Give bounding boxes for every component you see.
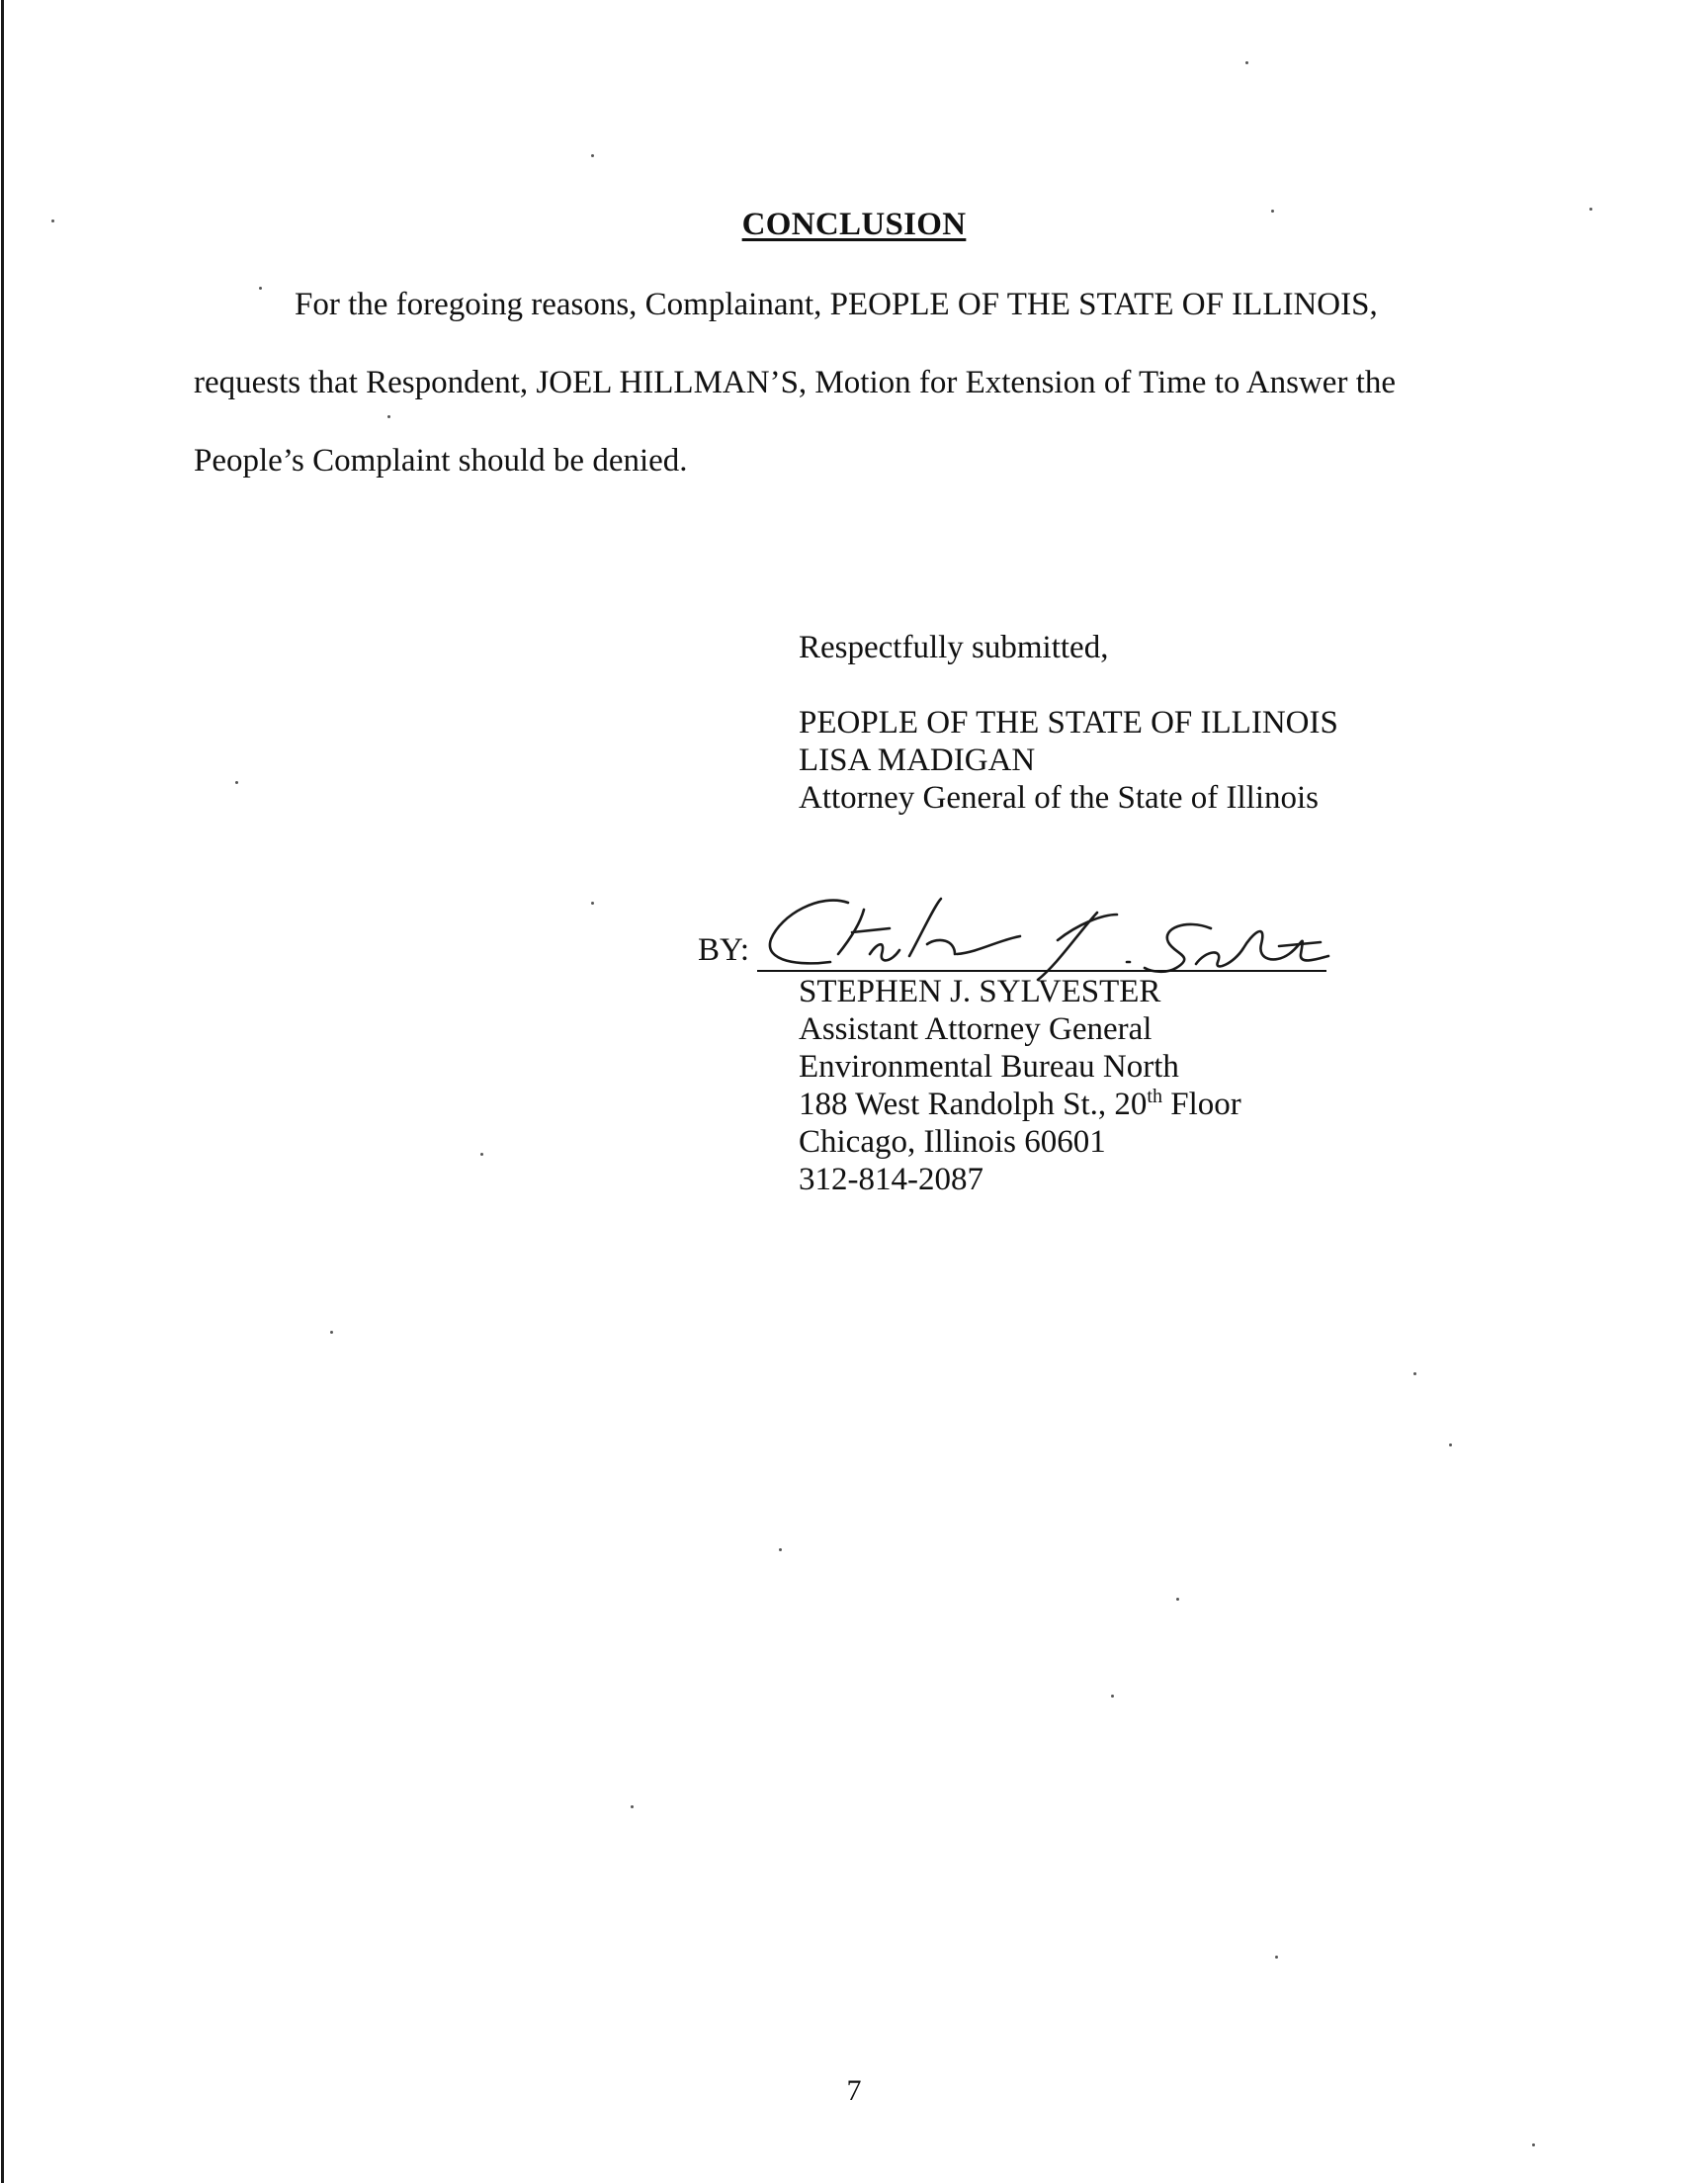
- scan-speck: [235, 781, 238, 784]
- scan-speck: [1176, 1598, 1179, 1601]
- paragraph-line-3: People’s Complaint should be denied.: [194, 443, 688, 479]
- by-label: BY:: [698, 932, 749, 968]
- closing-salutation: Respectfully submitted,: [799, 630, 1109, 665]
- signer-city: Chicago, Illinois 60601: [799, 1124, 1106, 1160]
- scan-speck: [51, 219, 54, 222]
- page-number: 7: [846, 2074, 862, 2107]
- organization-name: PEOPLE OF THE STATE OF ILLINOIS: [799, 705, 1338, 741]
- scan-speck: [330, 1331, 333, 1334]
- signer-block: [799, 973, 1241, 1198]
- scan-speck: [591, 154, 594, 157]
- scan-speck: [1589, 208, 1592, 211]
- scan-speck: [1245, 61, 1248, 64]
- signature-line: [757, 970, 1326, 972]
- scan-speck: [387, 415, 390, 418]
- scan-speck: [1275, 1956, 1278, 1959]
- signer-title: Assistant Attorney General: [799, 1011, 1153, 1047]
- signer-phone: 312-814-2087: [799, 1162, 983, 1197]
- handwritten-signature: [761, 885, 1334, 984]
- scan-speck: [1449, 1443, 1452, 1446]
- paragraph-line-2: requests that Respondent, JOEL HILLMAN’S, Motion for Extension of Time to Answer the: [194, 365, 1397, 400]
- scan-speck: [591, 902, 594, 905]
- attorney-general-title: Attorney General of the State of Illinois: [799, 780, 1320, 816]
- organization-block: [799, 704, 1338, 817]
- signer-street-address: 188 West Randolph St., 20th Floor: [799, 1086, 1241, 1122]
- scan-left-edge: [1, 0, 4, 2183]
- scan-speck: [779, 1548, 782, 1551]
- scan-speck: [1413, 1372, 1416, 1375]
- scan-speck: [480, 1153, 483, 1156]
- scan-speck: [1271, 210, 1274, 213]
- scan-speck: [631, 1805, 634, 1808]
- scan-speck: [1532, 2143, 1535, 2146]
- signer-name: STEPHEN J. SYLVESTER: [799, 974, 1161, 1009]
- scan-speck: [259, 287, 262, 290]
- signer-bureau: Environmental Bureau North: [799, 1049, 1179, 1085]
- paragraph-line-1: For the foregoing reasons, Complainant, PEOPLE OF THE STATE OF ILLINOIS,: [295, 287, 1378, 322]
- section-heading: CONCLUSION: [741, 207, 967, 242]
- scan-speck: [1111, 1695, 1114, 1698]
- attorney-general-name: LISA MADIGAN: [799, 742, 1036, 778]
